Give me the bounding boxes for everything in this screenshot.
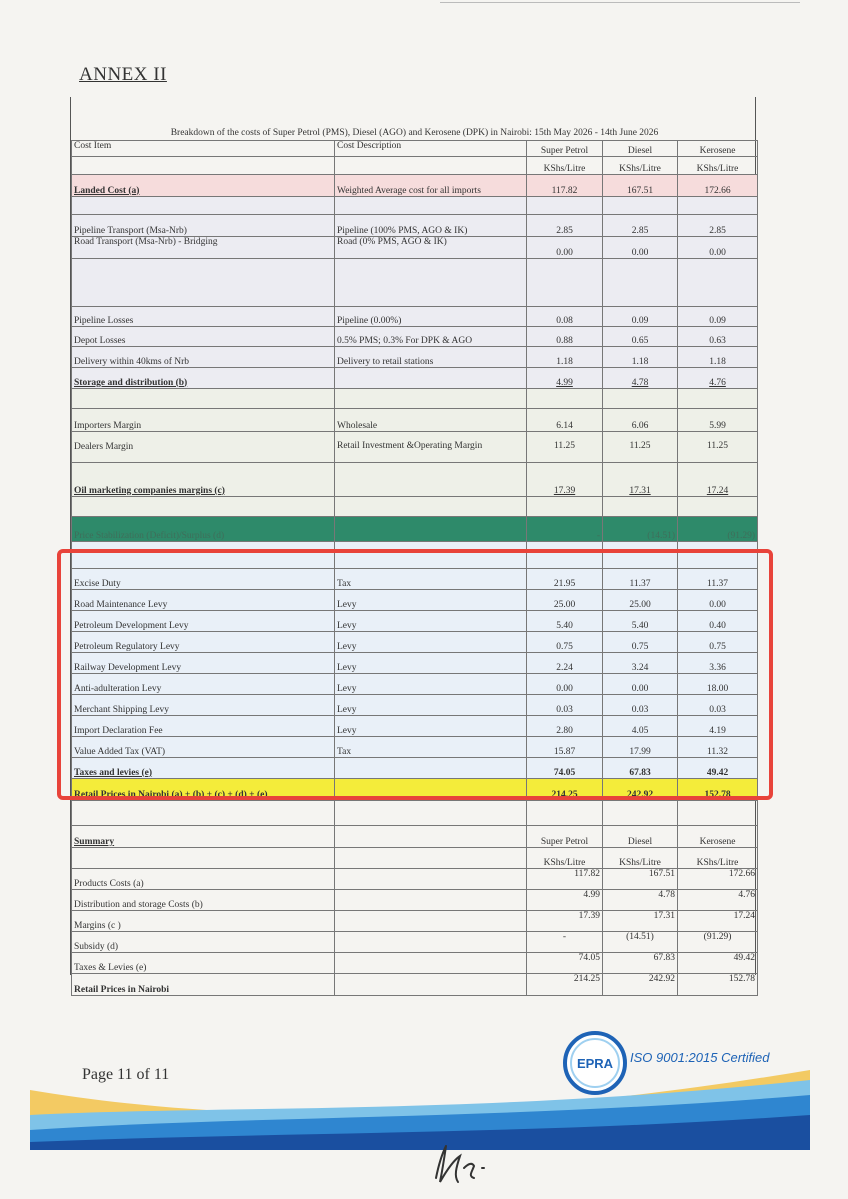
- table-row: [72, 367, 758, 388]
- row-super-petrol: 1.18: [527, 346, 603, 367]
- header-unit: KShs/Litre: [603, 156, 678, 174]
- summary-diesel: 242.92: [603, 973, 678, 995]
- summary-header-super-petrol: Super Petrol: [527, 825, 603, 847]
- summary-kerosene: 4.76: [678, 889, 758, 910]
- handwritten-signature: [430, 1138, 510, 1190]
- summary-header: [72, 825, 758, 847]
- spacer-cell: [335, 258, 527, 306]
- summary-title: Summary: [72, 825, 335, 847]
- summary-row: [72, 889, 758, 910]
- row-item: Excise Duty: [72, 568, 335, 589]
- row-super-petrol: 0.03: [527, 694, 603, 715]
- row-desc: Levy: [335, 610, 527, 631]
- row-desc: Levy: [335, 631, 527, 652]
- row-super-petrol: 17.39: [527, 462, 603, 496]
- summary-diesel: 17.31: [603, 910, 678, 931]
- row-item: Price Stabilization (Deficit)/Surplus (d): [72, 516, 335, 541]
- row-desc: Pipeline (100% PMS, AGO & IK): [335, 214, 527, 236]
- row-kerosene: 0.03: [678, 694, 758, 715]
- spacer-cell: [678, 800, 758, 825]
- summary-super-petrol: 117.82: [527, 868, 603, 889]
- spacer-cell: [335, 910, 527, 931]
- row-kerosene: 17.24: [678, 462, 758, 496]
- spacer-cell: [527, 258, 603, 306]
- summary-diesel: (14.51): [603, 931, 678, 952]
- summary-row: [72, 973, 758, 995]
- row-item: Pipeline Transport (Msa-Nrb): [72, 214, 335, 236]
- row-desc: [335, 367, 527, 388]
- spacer-cell: [335, 196, 527, 214]
- spacer-cell: [527, 800, 603, 825]
- spacer-cell: [335, 973, 527, 995]
- summary-unit: KShs/Litre: [603, 847, 678, 868]
- summary-unit: KShs/Litre: [678, 847, 758, 868]
- row-diesel: 0.09: [603, 306, 678, 326]
- summary-item: Distribution and storage Costs (b): [72, 889, 335, 910]
- summary-kerosene: 49.42: [678, 952, 758, 973]
- row-desc: Levy: [335, 694, 527, 715]
- row-super-petrol: 214.25: [527, 778, 603, 800]
- row-item: Road Transport (Msa-Nrb) - Bridging: [72, 236, 335, 258]
- row-desc: Wholesale: [335, 408, 527, 431]
- row-kerosene: 18.00: [678, 673, 758, 694]
- header-cost-item: Cost Item: [72, 140, 335, 156]
- row-diesel: 67.83: [603, 757, 678, 778]
- header-cost-description: Cost Description: [335, 140, 527, 156]
- spacer-cell: [72, 388, 335, 408]
- spacer-cell: [603, 800, 678, 825]
- summary-row: [72, 931, 758, 952]
- row-kerosene: 172.66: [678, 174, 758, 196]
- row-desc: Delivery to retail stations: [335, 346, 527, 367]
- row-super-petrol: 74.05: [527, 757, 603, 778]
- row-super-petrol: 4.99: [527, 367, 603, 388]
- logo-text: EPRA: [576, 1056, 614, 1071]
- row-super-petrol: -: [527, 516, 603, 541]
- row-kerosene: 0.09: [678, 306, 758, 326]
- summary-row: [72, 952, 758, 973]
- summary-super-petrol: 214.25: [527, 973, 603, 995]
- row-kerosene: 49.42: [678, 757, 758, 778]
- spacer-cell: [335, 800, 527, 825]
- spacer-cell: [678, 258, 758, 306]
- header-blank: [335, 156, 527, 174]
- row-kerosene: 152.78: [678, 778, 758, 800]
- table-row: [72, 431, 758, 462]
- summary-diesel: 4.78: [603, 889, 678, 910]
- row-super-petrol: 2.24: [527, 652, 603, 673]
- spacer-cell: [603, 388, 678, 408]
- scan-edge-line: [440, 2, 800, 3]
- table-row: [72, 326, 758, 346]
- row-desc: Pipeline (0.00%): [335, 306, 527, 326]
- summary-kerosene: 152.78: [678, 973, 758, 995]
- row-item: Railway Development Levy: [72, 652, 335, 673]
- row-kerosene: 0.40: [678, 610, 758, 631]
- summary-unit: KShs/Litre: [527, 847, 603, 868]
- row-super-petrol: 117.82: [527, 174, 603, 196]
- row-item: Pipeline Losses: [72, 306, 335, 326]
- page-number: Page 11 of 11: [82, 1066, 170, 1083]
- summary-item: Taxes & Levies (e): [72, 952, 335, 973]
- row-super-petrol: 0.75: [527, 631, 603, 652]
- row-super-petrol: 11.25: [527, 431, 603, 462]
- row-desc: Road (0% PMS, AGO & IK): [335, 236, 527, 258]
- spacer-cell: [335, 847, 527, 868]
- spacer-cell: [335, 825, 527, 847]
- row-kerosene: 11.25: [678, 431, 758, 462]
- spacer-cell: [678, 496, 758, 516]
- row-diesel: 5.40: [603, 610, 678, 631]
- table-row: [72, 214, 758, 236]
- summary-item: Margins (c ): [72, 910, 335, 931]
- spacer-cell: [72, 800, 335, 825]
- row-diesel: 2.85: [603, 214, 678, 236]
- row-super-petrol: 5.40: [527, 610, 603, 631]
- table-row: [72, 306, 758, 326]
- row-item: Petroleum Regulatory Levy: [72, 631, 335, 652]
- row-desc: Tax: [335, 568, 527, 589]
- row-super-petrol: 0.00: [527, 236, 603, 258]
- row-kerosene: (91.29): [678, 516, 758, 541]
- row-diesel: 0.00: [603, 236, 678, 258]
- row-diesel: 0.75: [603, 631, 678, 652]
- summary-kerosene: 172.66: [678, 868, 758, 889]
- row-super-petrol: 0.88: [527, 326, 603, 346]
- spacer-cell: [72, 496, 335, 516]
- row-item: Road Maintenance Levy: [72, 589, 335, 610]
- highlight-box: [57, 549, 773, 800]
- row-diesel: 11.37: [603, 568, 678, 589]
- row-diesel: 1.18: [603, 346, 678, 367]
- cost-breakdown-table: [71, 97, 758, 996]
- spacer-cell: [678, 388, 758, 408]
- header-blank: [72, 156, 335, 174]
- row-item: Value Added Tax (VAT): [72, 736, 335, 757]
- spacer-cell: [335, 388, 527, 408]
- row-item: Landed Cost (a): [72, 174, 335, 196]
- table-row: [72, 174, 758, 196]
- row-desc: Weighted Average cost for all imports: [335, 174, 527, 196]
- table-row: [72, 346, 758, 367]
- spacer-cell: [335, 496, 527, 516]
- table-title: Breakdown of the costs of Super Petrol (PMS), Diesel (AGO) and Kerosene (DPK) in Nairobi: 15th May 2026 - 14th June 2026: [72, 97, 758, 140]
- row-kerosene: 11.37: [678, 568, 758, 589]
- row-desc: Levy: [335, 589, 527, 610]
- summary-super-petrol: -: [527, 931, 603, 952]
- summary-row: [72, 910, 758, 931]
- summary-kerosene: (91.29): [678, 931, 758, 952]
- summary-super-petrol: 4.99: [527, 889, 603, 910]
- row-desc: Tax: [335, 736, 527, 757]
- row-diesel: (14.51): [603, 516, 678, 541]
- row-kerosene: 3.36: [678, 652, 758, 673]
- row-item: Taxes and levies (e): [72, 757, 335, 778]
- summary-super-petrol: 17.39: [527, 910, 603, 931]
- row-kerosene: 4.19: [678, 715, 758, 736]
- row-desc: Levy: [335, 652, 527, 673]
- row-diesel: 17.99: [603, 736, 678, 757]
- summary-item: Products Costs (a): [72, 868, 335, 889]
- row-super-petrol: 2.80: [527, 715, 603, 736]
- row-item: Importers Margin: [72, 408, 335, 431]
- header-kerosene: Kerosene: [678, 140, 758, 156]
- row-item: Import Declaration Fee: [72, 715, 335, 736]
- row-item: Oil marketing companies margins (c): [72, 462, 335, 496]
- row-desc: Retail Investment &Operating Margin: [335, 431, 527, 462]
- header-super-petrol: Super Petrol: [527, 140, 603, 156]
- row-kerosene: 0.75: [678, 631, 758, 652]
- spacer-cell: [527, 388, 603, 408]
- row-super-petrol: 15.87: [527, 736, 603, 757]
- row-desc: [335, 516, 527, 541]
- row-super-petrol: 6.14: [527, 408, 603, 431]
- row-diesel: 11.25: [603, 431, 678, 462]
- row-diesel: 242.92: [603, 778, 678, 800]
- row-item: Depot Losses: [72, 326, 335, 346]
- table-row: [72, 236, 758, 258]
- summary-header-diesel: Diesel: [603, 825, 678, 847]
- row-item: Dealers Margin: [72, 431, 335, 462]
- row-desc: Levy: [335, 715, 527, 736]
- table-row: [72, 516, 758, 541]
- row-diesel: 17.31: [603, 462, 678, 496]
- table-row: [72, 462, 758, 496]
- annex-title: ANNEX II: [79, 64, 167, 85]
- spacer-cell: [603, 258, 678, 306]
- spacer-cell: [527, 196, 603, 214]
- row-diesel: 167.51: [603, 174, 678, 196]
- row-diesel: 0.65: [603, 326, 678, 346]
- row-item: Merchant Shipping Levy: [72, 694, 335, 715]
- summary-kerosene: 17.24: [678, 910, 758, 931]
- row-diesel: 4.78: [603, 367, 678, 388]
- spacer-cell: [72, 258, 335, 306]
- row-super-petrol: 0.00: [527, 673, 603, 694]
- row-desc: 0.5% PMS; 0.3% For DPK & AGO: [335, 326, 527, 346]
- row-super-petrol: 25.00: [527, 589, 603, 610]
- table-row: [72, 408, 758, 431]
- summary-item: Retail Prices in Nairobi: [72, 973, 335, 995]
- row-diesel: 3.24: [603, 652, 678, 673]
- header-unit: KShs/Litre: [527, 156, 603, 174]
- row-kerosene: 5.99: [678, 408, 758, 431]
- row-super-petrol: 21.95: [527, 568, 603, 589]
- spacer-cell: [527, 496, 603, 516]
- spacer-cell: [678, 196, 758, 214]
- row-kerosene: 4.76: [678, 367, 758, 388]
- row-diesel: 0.00: [603, 673, 678, 694]
- epra-logo-icon: [562, 1030, 628, 1096]
- iso-certification: ISO 9001:2015 Certified: [630, 1050, 770, 1065]
- row-kerosene: 1.18: [678, 346, 758, 367]
- row-kerosene: 0.00: [678, 236, 758, 258]
- summary-header-kerosene: Kerosene: [678, 825, 758, 847]
- spacer-cell: [335, 931, 527, 952]
- spacer-cell: [335, 889, 527, 910]
- row-diesel: 0.03: [603, 694, 678, 715]
- header-unit: KShs/Litre: [678, 156, 758, 174]
- summary-row: [72, 868, 758, 889]
- row-desc: [335, 462, 527, 496]
- row-diesel: 25.00: [603, 589, 678, 610]
- row-kerosene: 0.00: [678, 589, 758, 610]
- row-item: Petroleum Development Levy: [72, 610, 335, 631]
- row-desc: Levy: [335, 673, 527, 694]
- row-item: Delivery within 40kms of Nrb: [72, 346, 335, 367]
- spacer-cell: [335, 868, 527, 889]
- spacer-cell: [335, 952, 527, 973]
- cost-breakdown-table-frame: [70, 97, 756, 995]
- row-item: Anti-adulteration Levy: [72, 673, 335, 694]
- summary-diesel: 67.83: [603, 952, 678, 973]
- spacer-cell: [603, 496, 678, 516]
- row-kerosene: 2.85: [678, 214, 758, 236]
- row-kerosene: 0.63: [678, 326, 758, 346]
- spacer-cell: [72, 847, 335, 868]
- row-item: Storage and distribution (b): [72, 367, 335, 388]
- row-super-petrol: 2.85: [527, 214, 603, 236]
- summary-item: Subsidy (d): [72, 931, 335, 952]
- spacer-cell: [603, 196, 678, 214]
- header-diesel: Diesel: [603, 140, 678, 156]
- row-diesel: 6.06: [603, 408, 678, 431]
- row-super-petrol: 0.08: [527, 306, 603, 326]
- summary-super-petrol: 74.05: [527, 952, 603, 973]
- summary-diesel: 167.51: [603, 868, 678, 889]
- spacer-cell: [72, 196, 335, 214]
- row-diesel: 4.05: [603, 715, 678, 736]
- row-kerosene: 11.32: [678, 736, 758, 757]
- row-item: Retail Prices in Nairobi (a) + (b) + (c) + (d) + (e): [72, 778, 335, 800]
